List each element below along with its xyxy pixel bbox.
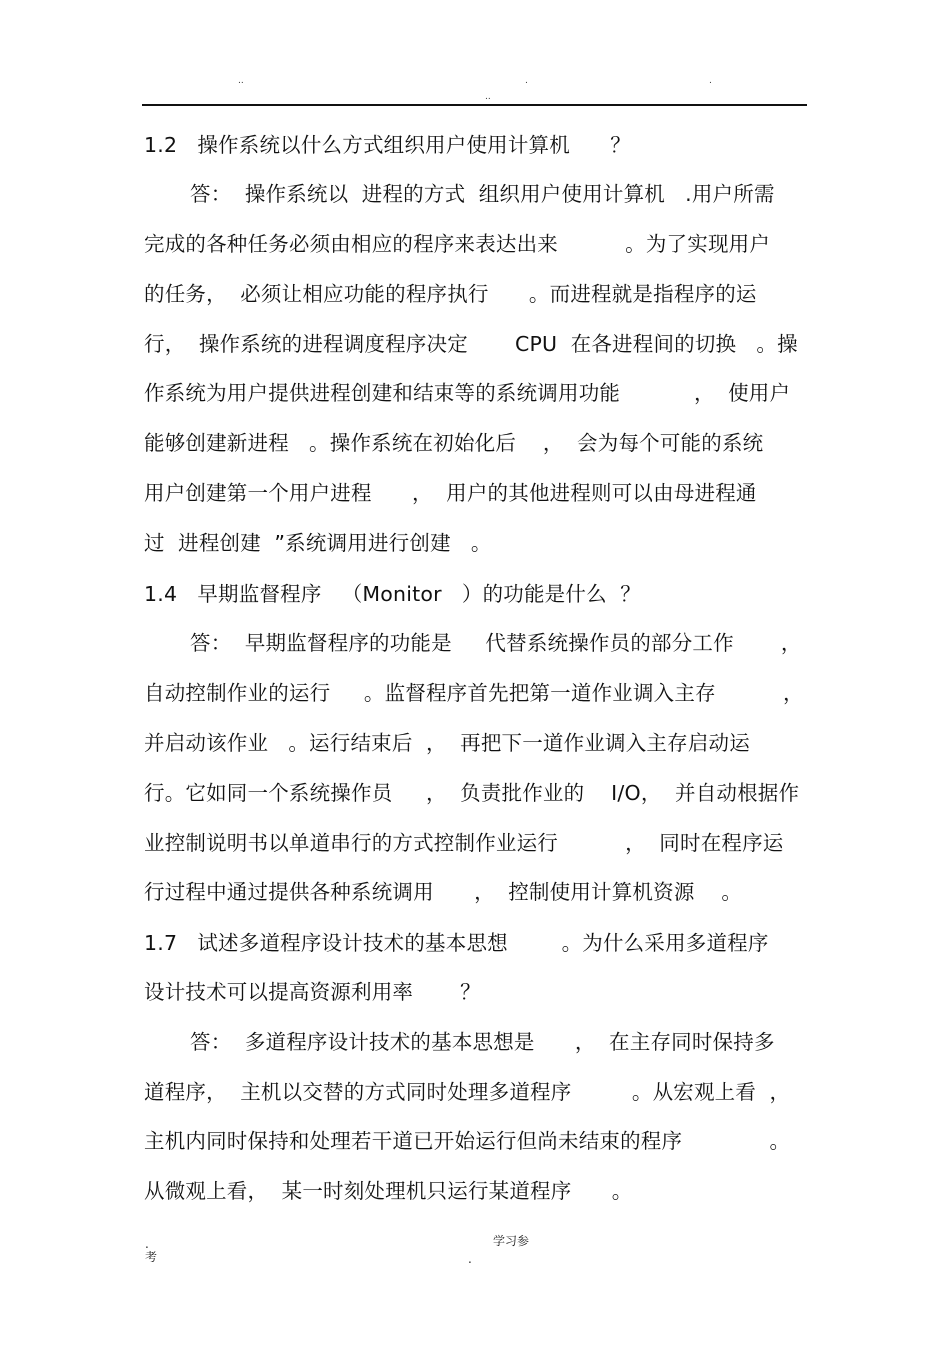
text-line: 行过程中通过提供各种系统调用 ， 控制使用计算机资源 。 xyxy=(144,880,743,904)
footer-center-text: 学习参 xyxy=(493,1234,530,1248)
footer-left-dot: . xyxy=(145,1237,149,1251)
text-line: 答： 早期监督程序的功能是 代替系统操作员的部分工作 ， xyxy=(190,631,802,655)
footer-right-dot: . xyxy=(468,1252,472,1266)
header-mark: .. xyxy=(485,92,491,102)
text-line: 主机内同时保持和处理若干道已开始运行但尚未结束的程序 。 xyxy=(144,1129,791,1153)
footer-left-char: 考 xyxy=(145,1250,158,1264)
text-line: 自动控制作业的运行 。监督程序首先把第一道作业调入主存 ， xyxy=(144,681,804,705)
text-line: 作系统为用户提供进程创建和结束等的系统调用功能 ， 使用户 xyxy=(144,381,791,405)
text-line: 的任务， 必须让相应功能的程序执行 。而进程就是指程序的运 xyxy=(144,282,757,306)
text-line: 从微观上看， 某一时刻处理机只运行某道程序 。 xyxy=(144,1179,633,1203)
text-line: 答： 操作系统以 进程的方式 组织用户使用计算机 .用户所需 xyxy=(190,182,775,206)
text-line: 设计技术可以提高资源利用率 ？ xyxy=(144,980,481,1004)
heading-1-4: 1.4 早期监督程序 （Monitor ）的功能是什么 ？ xyxy=(144,582,641,606)
text-line: 完成的各种任务必须由相应的程序来表达出来 。为了实现用户 xyxy=(144,232,771,256)
header-mark: . xyxy=(525,76,528,86)
text-line: 过 进程创建 ”系统调用进行创建 。 xyxy=(144,531,492,555)
text-line: 行。它如同一个系统操作员 ， 负责批作业的 I/O， 并自动根据作 xyxy=(144,781,800,805)
heading-1-7: 1.7 试述多道程序设计技术的基本思想 。为什么采用多道程序 xyxy=(144,931,769,955)
header-mark: . xyxy=(709,76,712,86)
header-mark: .. xyxy=(238,76,244,86)
header-rule xyxy=(142,104,807,106)
text-line: 答： 多道程序设计技术的基本思想是 ， 在主存同时保持多 xyxy=(190,1030,775,1054)
text-line: 用户创建第一个用户进程 ， 用户的其他进程则可以由母进程通 xyxy=(144,481,757,505)
text-line: 行， 操作系统的进程调度程序决定 CPU 在各进程间的切换 。操 xyxy=(144,332,798,356)
text-line: 业控制说明书以单道串行的方式控制作业运行 ， 同时在程序运 xyxy=(144,831,784,855)
text-line: 能够创建新进程 。操作系统在初始化后 ， 会为每个可能的系统 xyxy=(144,431,764,455)
text-line: 道程序， 主机以交替的方式同时处理多道程序 。从宏观上看 ， xyxy=(144,1080,791,1104)
heading-1-2: 1.2 操作系统以什么方式组织用户使用计算机 ？ xyxy=(144,133,631,157)
text-line: 并启动该作业 。运行结束后 ， 再把下一道作业调入主存启动运 xyxy=(144,731,750,755)
